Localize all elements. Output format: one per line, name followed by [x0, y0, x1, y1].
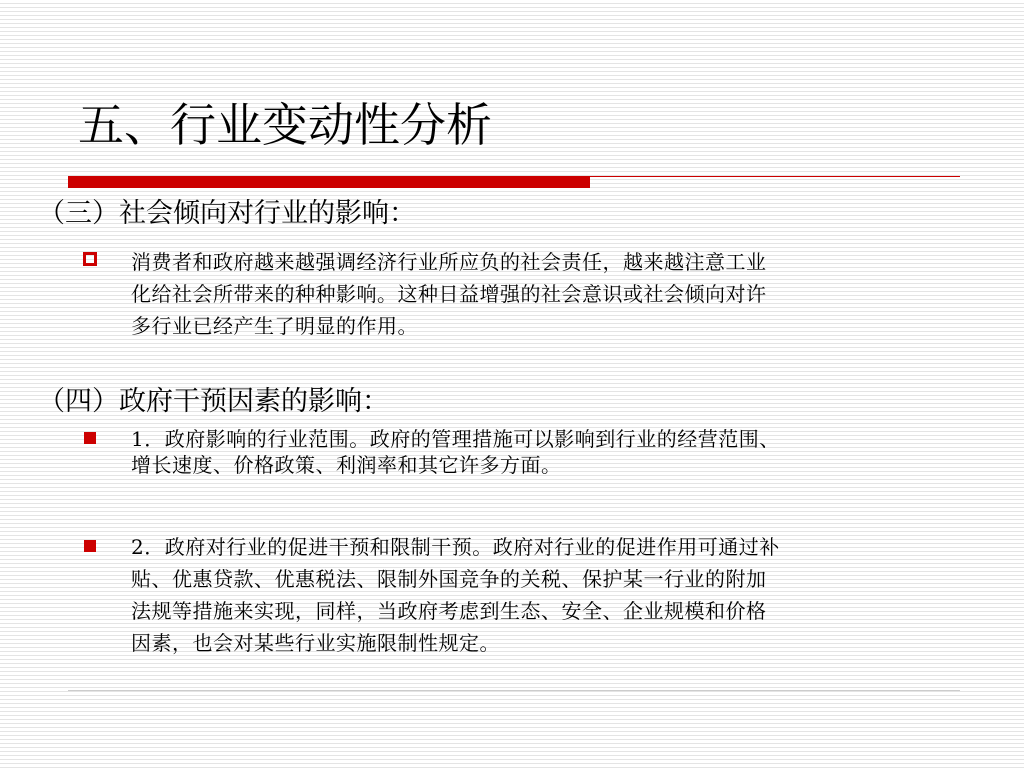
paragraph-line: 贴、优惠贷款、优惠税法、限制外国竞争的关税、保护某一行业的附加	[131, 567, 767, 591]
paragraph-line: 消费者和政府越来越强调经济行业所应负的社会责任，越来越注意工业	[131, 250, 767, 274]
slide-title: 五、行业变动性分析	[78, 98, 492, 152]
solid-square-icon	[84, 540, 96, 552]
section-heading-3: （三）社会倾向对行业的影响：	[38, 198, 416, 229]
paragraph-line: 2．政府对行业的促进干预和限制干预。政府对行业的促进作用可通过补	[131, 535, 780, 559]
section-4-item-1	[131, 426, 780, 478]
section-3-paragraph	[131, 246, 767, 342]
section-heading-4: （四）政府干预因素的影响：	[38, 386, 389, 417]
paragraph-line: 1．政府影响的行业范围。政府的管理措施可以影响到行业的经营范围、	[131, 427, 780, 451]
hollow-square-icon	[83, 252, 97, 266]
solid-square-icon	[84, 432, 96, 444]
title-underline-thin	[590, 176, 960, 177]
footer-divider	[68, 690, 960, 691]
title-underline	[68, 176, 960, 188]
paragraph-line: 法规等措施来实现，同样，当政府考虑到生态、安全、企业规模和价格	[131, 599, 767, 623]
paragraph-line: 化给社会所带来的种种影响。这种日益增强的社会意识或社会倾向对许	[131, 282, 767, 306]
paragraph-line: 因素，也会对某些行业实施限制性规定。	[131, 631, 500, 655]
paragraph-line: 多行业已经产生了明显的作用。	[131, 314, 418, 338]
paragraph-line: 增长速度、价格政策、利润率和其它许多方面。	[131, 453, 562, 477]
title-underline-bar	[68, 176, 590, 188]
section-4-item-2	[131, 531, 780, 659]
